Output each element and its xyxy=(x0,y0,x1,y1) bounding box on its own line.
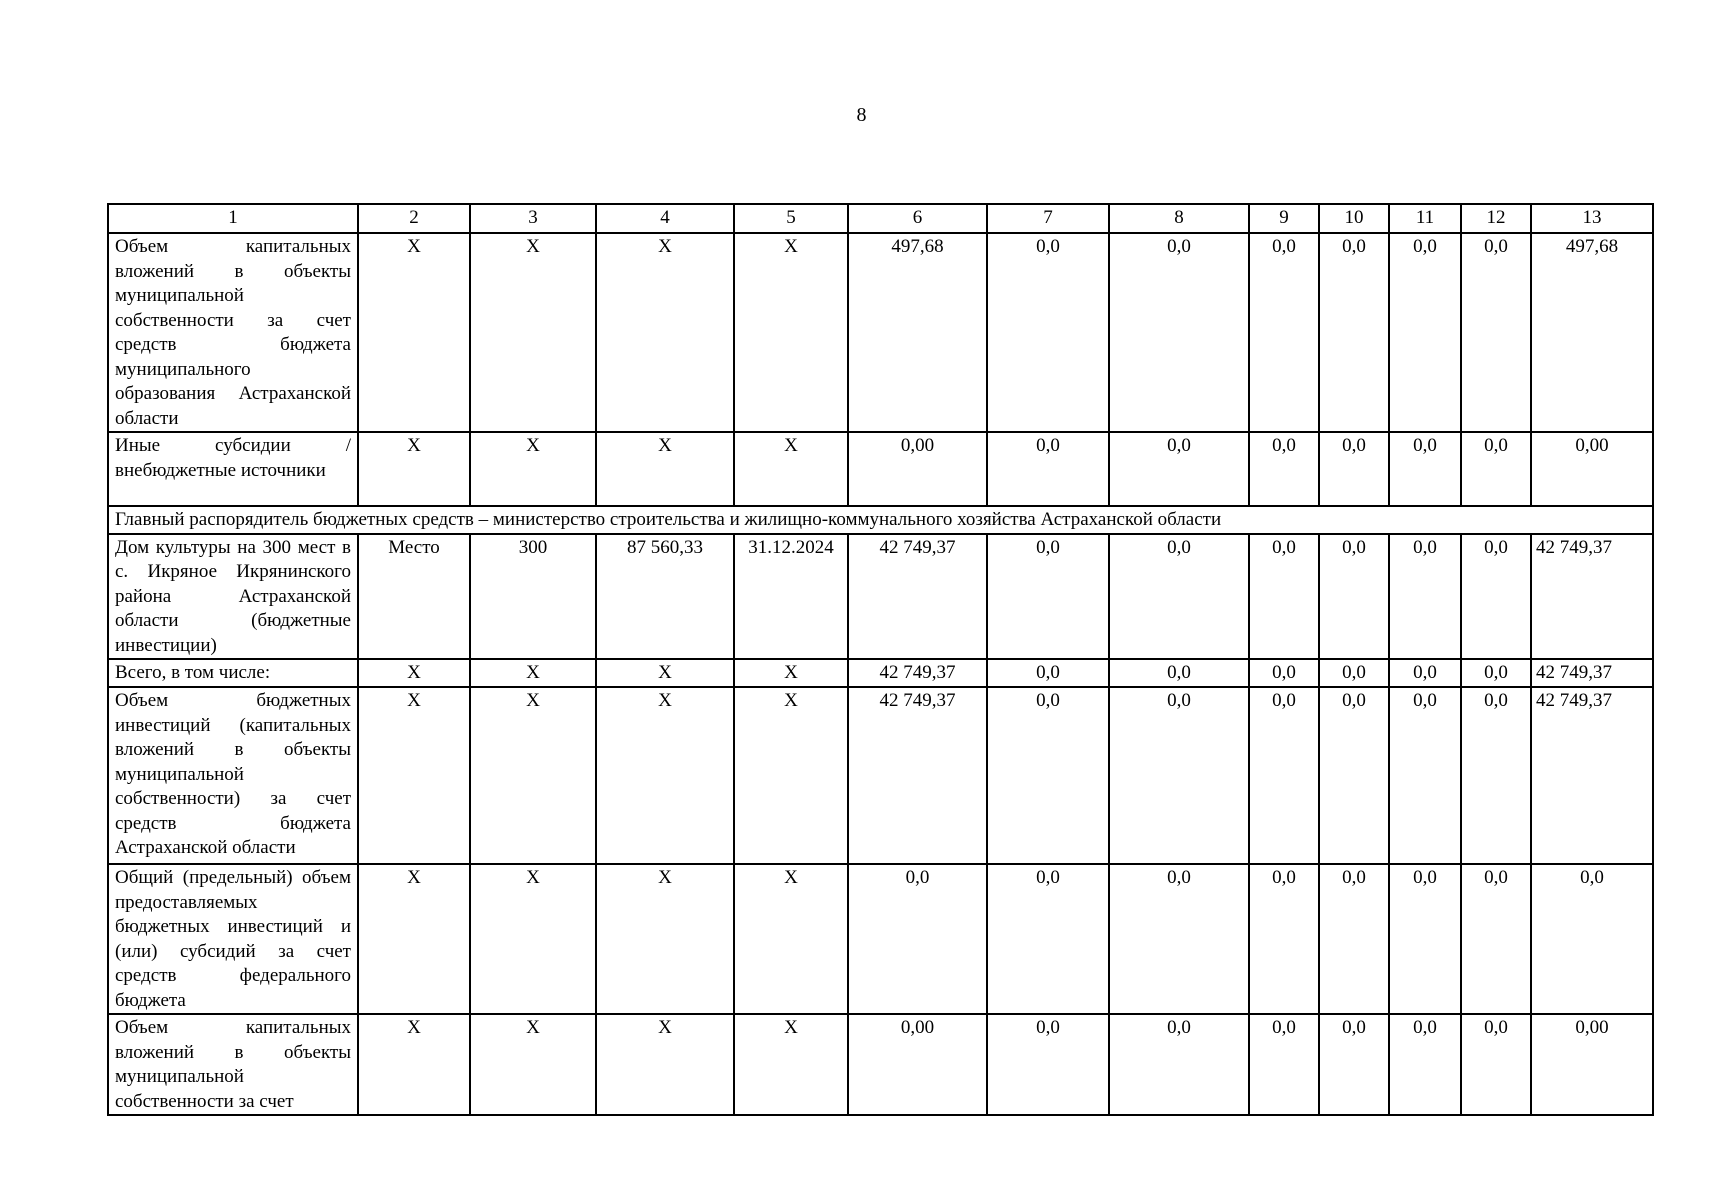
value-cell-col-4: X xyxy=(596,432,734,506)
value-cell-col-12: 0,0 xyxy=(1461,432,1531,506)
value-cell-col-2: X xyxy=(358,687,470,864)
header-cell-col-8: 8 xyxy=(1109,204,1249,233)
table-row xyxy=(108,233,1653,432)
value-cell-col-10: 0,0 xyxy=(1319,687,1389,864)
section-row xyxy=(108,506,1653,534)
row-name-cell: Дом культуры на 300 мест в с. Икряное Икрянинского района Астраханской области (бюджетные инвестиции) xyxy=(108,534,358,660)
value-cell-col-9: 0,0 xyxy=(1249,1014,1319,1115)
header-cell-col-11: 11 xyxy=(1389,204,1461,233)
value-cell-col-3: X xyxy=(470,659,596,687)
value-cell-col-2: X xyxy=(358,1014,470,1115)
value-cell-col-12: 0,0 xyxy=(1461,659,1531,687)
header-cell-col-2: 2 xyxy=(358,204,470,233)
value-cell-col-6: 42 749,37 xyxy=(848,659,987,687)
header-cell-col-13: 13 xyxy=(1531,204,1653,233)
value-cell-col-11: 0,0 xyxy=(1389,534,1461,660)
value-cell-col-13: 0,00 xyxy=(1531,1014,1653,1115)
value-cell-col-13: 42 749,37 xyxy=(1531,534,1653,660)
value-cell-col-5: X xyxy=(734,1014,848,1115)
value-cell-col-8: 0,0 xyxy=(1109,534,1249,660)
value-cell-col-6: 497,68 xyxy=(848,233,987,432)
value-cell-col-4: X xyxy=(596,659,734,687)
value-cell-col-8: 0,0 xyxy=(1109,432,1249,506)
value-cell-col-13: 42 749,37 xyxy=(1531,659,1653,687)
table-row xyxy=(108,1014,1653,1115)
header-cell-col-5: 5 xyxy=(734,204,848,233)
table-row xyxy=(108,659,1653,687)
value-cell-col-5: X xyxy=(734,659,848,687)
value-cell-col-8: 0,0 xyxy=(1109,1014,1249,1115)
value-cell-col-11: 0,0 xyxy=(1389,233,1461,432)
section-header-cell: Главный распорядитель бюджетных средств – министерство строительства и жилищно-коммунального хозяйства Астраханской области xyxy=(108,506,1653,534)
value-cell-col-10: 0,0 xyxy=(1319,534,1389,660)
table-row xyxy=(108,534,1653,660)
value-cell-col-3: X xyxy=(470,233,596,432)
value-cell-col-4: X xyxy=(596,1014,734,1115)
header-cell-col-6: 6 xyxy=(848,204,987,233)
value-cell-col-5: X xyxy=(734,233,848,432)
value-cell-col-2: X xyxy=(358,432,470,506)
value-cell-col-13: 42 749,37 xyxy=(1531,687,1653,864)
table-row xyxy=(108,864,1653,1014)
value-cell-col-10: 0,0 xyxy=(1319,1014,1389,1115)
value-cell-col-8: 0,0 xyxy=(1109,659,1249,687)
value-cell-col-9: 0,0 xyxy=(1249,432,1319,506)
table-row xyxy=(108,687,1653,864)
value-cell-col-7: 0,0 xyxy=(987,1014,1109,1115)
value-cell-col-2: Место xyxy=(358,534,470,660)
value-cell-col-9: 0,0 xyxy=(1249,233,1319,432)
value-cell-col-4: X xyxy=(596,233,734,432)
value-cell-col-5: X xyxy=(734,687,848,864)
value-cell-col-8: 0,0 xyxy=(1109,233,1249,432)
row-name-cell: Иные субсидии / внебюджетные источники xyxy=(108,432,358,506)
value-cell-col-6: 42 749,37 xyxy=(848,687,987,864)
header-cell-col-3: 3 xyxy=(470,204,596,233)
row-name-cell: Объем бюджетных инвестиций (капитальных вложений в объекты муниципальной собственности) за счет средств бюджета Астраханской области xyxy=(108,687,358,864)
value-cell-col-13: 497,68 xyxy=(1531,233,1653,432)
table-row xyxy=(108,432,1653,506)
row-name-cell: Объем капитальных вложений в объекты муниципальной собственности за счет средств бюджета муниципального образования Астраханской области xyxy=(108,233,358,432)
value-cell-col-7: 0,0 xyxy=(987,432,1109,506)
value-cell-col-13: 0,00 xyxy=(1531,432,1653,506)
value-cell-col-6: 0,0 xyxy=(848,864,987,1014)
value-cell-col-4: X xyxy=(596,687,734,864)
value-cell-col-2: X xyxy=(358,233,470,432)
value-cell-col-12: 0,0 xyxy=(1461,534,1531,660)
header-cell-col-7: 7 xyxy=(987,204,1109,233)
value-cell-col-10: 0,0 xyxy=(1319,233,1389,432)
value-cell-col-5: X xyxy=(734,864,848,1014)
value-cell-col-6: 0,00 xyxy=(848,1014,987,1115)
value-cell-col-12: 0,0 xyxy=(1461,687,1531,864)
value-cell-col-8: 0,0 xyxy=(1109,687,1249,864)
value-cell-col-11: 0,0 xyxy=(1389,1014,1461,1115)
value-cell-col-6: 42 749,37 xyxy=(848,534,987,660)
value-cell-col-3: X xyxy=(470,864,596,1014)
value-cell-col-5: 31.12.2024 xyxy=(734,534,848,660)
value-cell-col-12: 0,0 xyxy=(1461,1014,1531,1115)
value-cell-col-9: 0,0 xyxy=(1249,534,1319,660)
value-cell-col-5: X xyxy=(734,432,848,506)
header-cell-col-4: 4 xyxy=(596,204,734,233)
value-cell-col-9: 0,0 xyxy=(1249,659,1319,687)
value-cell-col-10: 0,0 xyxy=(1319,864,1389,1014)
value-cell-col-7: 0,0 xyxy=(987,534,1109,660)
table-body xyxy=(108,204,1653,1115)
value-cell-col-9: 0,0 xyxy=(1249,864,1319,1014)
value-cell-col-7: 0,0 xyxy=(987,659,1109,687)
value-cell-col-10: 0,0 xyxy=(1319,659,1389,687)
value-cell-col-11: 0,0 xyxy=(1389,659,1461,687)
value-cell-col-11: 0,0 xyxy=(1389,432,1461,506)
row-name-cell: Объем капитальных вложений в объекты муниципальной собственности за счет xyxy=(108,1014,358,1115)
value-cell-col-8: 0,0 xyxy=(1109,864,1249,1014)
value-cell-col-3: X xyxy=(470,432,596,506)
row-name-cell: Общий (предельный) объем предоставляемых бюджетных инвестиций и (или) субсидий за счет средств федерального бюджета xyxy=(108,864,358,1014)
header-cell-col-1: 1 xyxy=(108,204,358,233)
value-cell-col-7: 0,0 xyxy=(987,864,1109,1014)
page-number: 8 xyxy=(856,104,867,126)
value-cell-col-6: 0,00 xyxy=(848,432,987,506)
header-cell-col-9: 9 xyxy=(1249,204,1319,233)
value-cell-col-11: 0,0 xyxy=(1389,687,1461,864)
value-cell-col-4: 87 560,33 xyxy=(596,534,734,660)
value-cell-col-3: X xyxy=(470,687,596,864)
value-cell-col-7: 0,0 xyxy=(987,233,1109,432)
value-cell-col-7: 0,0 xyxy=(987,687,1109,864)
value-cell-col-3: X xyxy=(470,1014,596,1115)
value-cell-col-12: 0,0 xyxy=(1461,864,1531,1014)
value-cell-col-12: 0,0 xyxy=(1461,233,1531,432)
table-header-row xyxy=(108,204,1653,233)
value-cell-col-10: 0,0 xyxy=(1319,432,1389,506)
value-cell-col-11: 0,0 xyxy=(1389,864,1461,1014)
value-cell-col-2: X xyxy=(358,864,470,1014)
header-cell-col-10: 10 xyxy=(1319,204,1389,233)
budget-table xyxy=(107,203,1654,1116)
value-cell-col-4: X xyxy=(596,864,734,1014)
value-cell-col-2: X xyxy=(358,659,470,687)
header-cell-col-12: 12 xyxy=(1461,204,1531,233)
value-cell-col-9: 0,0 xyxy=(1249,687,1319,864)
value-cell-col-3: 300 xyxy=(470,534,596,660)
value-cell-col-13: 0,0 xyxy=(1531,864,1653,1014)
row-name-cell: Всего, в том числе: xyxy=(108,659,358,687)
